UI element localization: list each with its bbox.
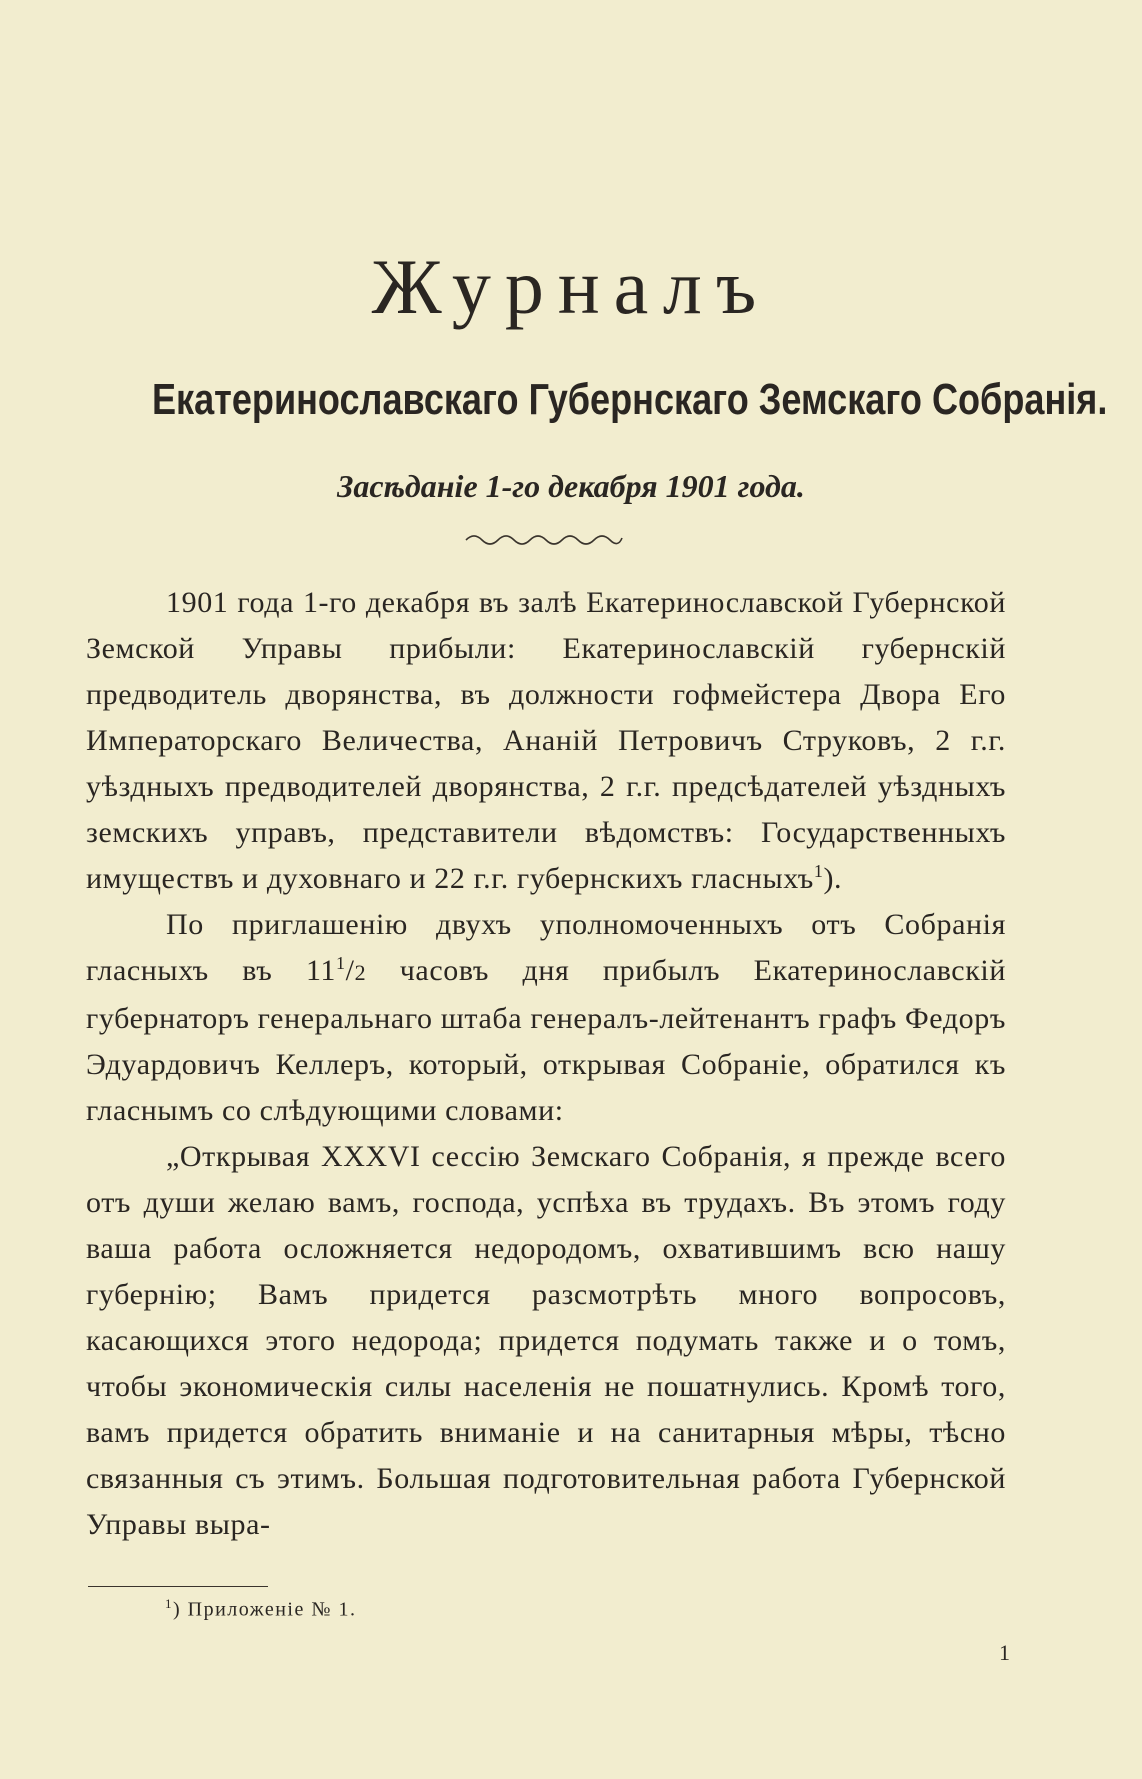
- assembly-title: Екатеринославскаго Губернскаго Земскаго Собранія.: [151, 375, 1108, 424]
- footnote-marker: 1: [165, 1596, 173, 1611]
- paragraph-2-text-after: часовъ дня прибылъ Екатеринославскій губернаторъ генеральнаго штаба генералъ-лейтенантъ графъ Федоръ Эдуардовичъ Келлеръ, который, открывая Собраніе, обратился къ гласнымъ со слѣдующими словами:: [86, 954, 1006, 1127]
- page-number: 1: [999, 1640, 1010, 1665]
- fraction-numerator: 1: [336, 953, 346, 973]
- paragraph-3: [86, 1134, 1006, 1548]
- ornament-divider: [464, 530, 624, 546]
- fraction-denominator: 2: [354, 960, 367, 985]
- paragraph-1-end: ).: [823, 862, 843, 895]
- footnote-rule: [88, 1586, 268, 1587]
- paragraph-1: [86, 580, 1006, 902]
- paragraph-2: По приглашенію двухъ уполномоченныхъ отъ Собранія гласныхъ въ $11^1/2$ часовъ дня прибылъ Екатеринославскій губернаторъ генеральнаго штаба генералъ-лейтенантъ графъ Федоръ Эдуардовичъ Келлеръ, который, открывая Собраніе, обратился къ гласнымъ со слѣдующими словами:: [86, 908, 1006, 1127]
- footnote-text: ) Приложеніе № 1.: [173, 1598, 357, 1621]
- journal-title: Журналъ: [371, 243, 771, 330]
- paragraph-2-text-before: По приглашенію двухъ уполномоченныхъ отъ Собранія гласныхъ въ 11: [86, 908, 1006, 987]
- body-text: [86, 580, 1006, 1548]
- paragraph-3-text: „Открывая XXXVI сессію Земскаго Собранія, я прежде всего отъ души желаю вамъ, господа, успѣха въ трудахъ. Въ этомъ году ваша работа осложняется недородомъ, охватившимъ всю нашу губернію; Вамъ придется разсмотрѣть много вопросовъ, касающихся этого недорода; придется подумать также и о томъ, чтобы экономическія силы населенія не пошатнулись. Кромѣ того, вамъ придется обратить вниманіе и на санитарныя мѣры, тѣсно связанныя съ этимъ. Большая подготовительная работа Губернской Управы выра-: [86, 1140, 1006, 1541]
- footnote: [165, 1596, 356, 1622]
- session-date: Засѣданіе 1-го декабря 1901 года.: [337, 468, 805, 504]
- paragraph-1-text: 1901 года 1-го декабря въ залѣ Екатеринославской Губернской Земской Управы прибыли: Екатеринославскій губернскій предводитель дворянства, въ должности гофмейстера Двора Его Императорскаго Величества, Ананій Петровичъ Струковъ, 2 г.г. уѣздныхъ предводителей дворянства, 2 г.г. предсѣдателей уѣздныхъ земскихъ управъ, представители вѣдомствъ: Государственныхъ имуществъ и духовнаго и 22 г.г. губернскихъ гласныхъ: [86, 586, 1006, 895]
- footnote-ref: 1: [813, 861, 824, 881]
